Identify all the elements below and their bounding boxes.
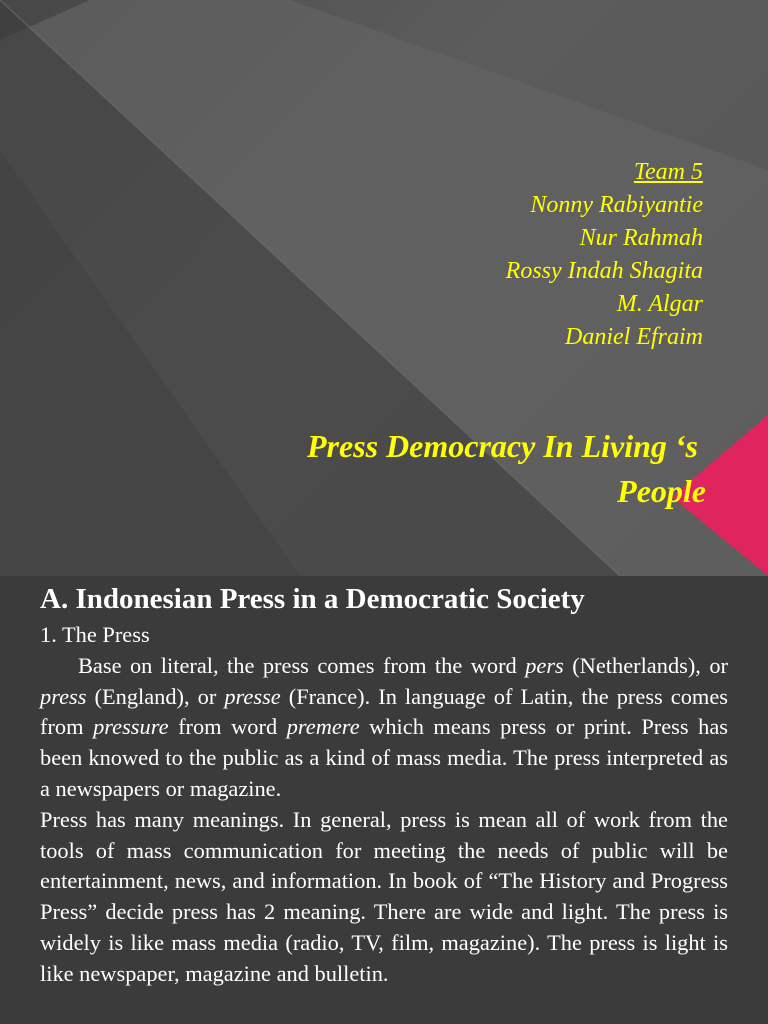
text-run: from word (168, 714, 287, 740)
team-member: Rossy Indah Shagita (505, 258, 703, 284)
italic-term: press (40, 683, 87, 709)
team-member: Nonny Rabiyantie (530, 192, 703, 218)
italic-term: presse (224, 683, 281, 709)
title-line-1: Press Democracy In Living ‘s (306, 428, 698, 464)
paragraph-2: Press has many meanings. In general, press is mean all of work from the tools of mass communication for meeting the needs of public will be entertainment, news, and information. In book of “The History and Progress Press” decide press has 2 meaning. There are wide and light. The press is widely is like mass media (radio, TV, film, magazine). The press is light is like newspaper, magazine and bulletin. (40, 806, 728, 986)
text-run: Base on literal, the press comes from the word (78, 652, 526, 678)
team-member: M. Algar (616, 291, 703, 317)
content-slide (0, 576, 768, 1024)
text-run: which means press or print. Press has been knowed to the public as a kind of mass media. The press interpreted as a newspapers or magazine. (40, 714, 728, 801)
text-run: (England), or (86, 683, 225, 709)
subheading: 1. The Press (40, 622, 150, 647)
paragraph-1 (40, 651, 728, 805)
team-member: Daniel Efraim (565, 324, 703, 350)
section-heading: A. Indonesian Press in a Democratic Society (40, 583, 585, 615)
italic-term: pers (525, 652, 564, 678)
team-member: Nur Rahmah (579, 225, 703, 251)
presentation-title (138, 424, 706, 514)
slide-body (40, 620, 728, 990)
italic-term: pressure (93, 714, 169, 740)
team-list (506, 156, 703, 354)
text-run: (France). In language of Latin, the press comes from (40, 683, 728, 740)
team-heading: Team 5 (633, 159, 703, 185)
italic-term: premere (286, 714, 360, 740)
title-line-2: People (617, 473, 706, 509)
text-run: (Netherlands), or (563, 652, 728, 678)
